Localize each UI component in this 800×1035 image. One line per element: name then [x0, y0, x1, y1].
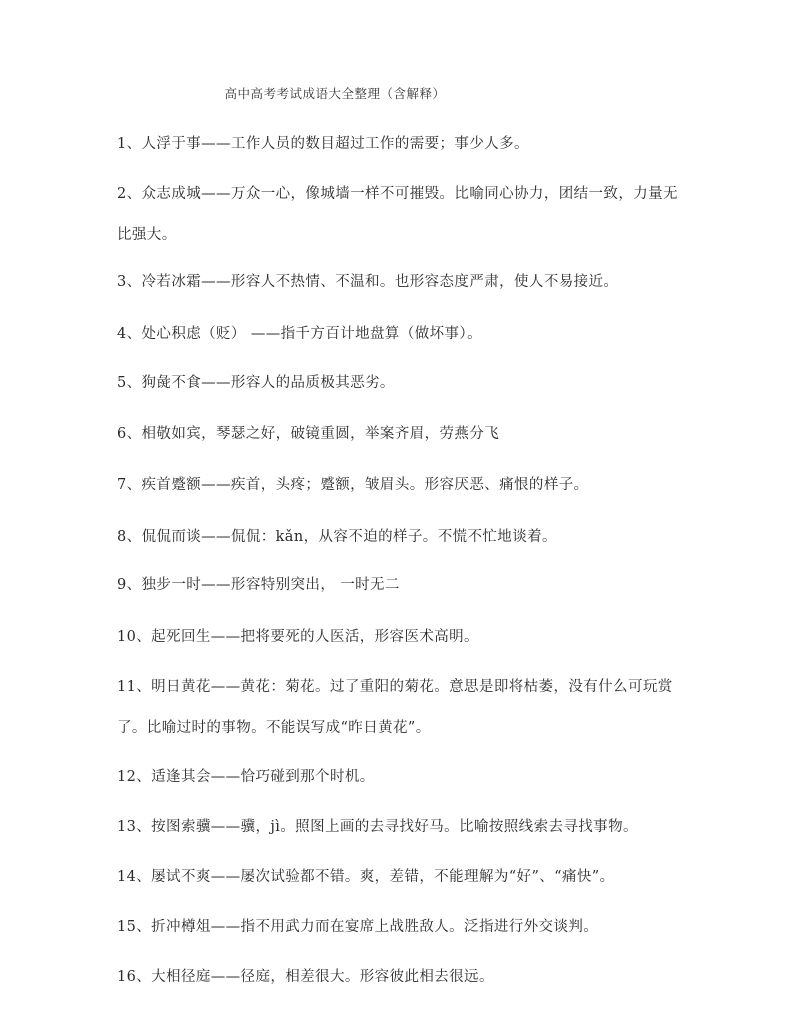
- idiom-entry: [117, 626, 479, 648]
- idiom-entry: [117, 526, 557, 548]
- idiom-entry: [117, 474, 589, 496]
- idiom-entry-line: 7、疾首蹙额——疾首，头疼；蹙额，皱眉头。形容厌恶、痛恨的样子。: [117, 477, 589, 493]
- idiom-entry-line: 13、按图索骥——骥，jì。照图上画的去寻找好马。比喻按照线索去寻找事物。: [117, 819, 638, 835]
- idiom-entry: [117, 372, 395, 394]
- idiom-entry-line: 2、众志成城——万众一心，像城墙一样不可摧毁。比喻同心协力，团结一致，力量无: [117, 186, 678, 202]
- idiom-entry: [117, 676, 673, 739]
- idiom-entry: [117, 916, 598, 938]
- idiom-entry-line: 5、狗彘不食——形容人的品质极其恶劣。: [117, 375, 395, 391]
- idiom-entry-line: 3、冷若冰霜——形容人不热情、不温和。也形容态度严肃，使人不易接近。: [117, 274, 619, 290]
- idiom-entry: [117, 816, 638, 838]
- idiom-entry-line: 6、相敬如宾，琴瑟之好，破镜重圆，举案齐眉，劳燕分飞: [117, 426, 500, 442]
- idiom-entry: [117, 866, 615, 888]
- idiom-entry-line: 12、适逢其会——恰巧碰到那个时机。: [117, 769, 375, 785]
- idiom-entry-line: 14、屡试不爽——屡次试验都不错。爽，差错，不能理解为“好”、“痛快”。: [117, 869, 615, 885]
- idiom-entry-line: 4、处心积虑（贬） ——指千方百计地盘算（做坏事）。: [117, 326, 482, 342]
- idiom-entry-line: 1、人浮于事——工作人员的数目超过工作的需要；事少人多。: [117, 136, 529, 152]
- document-title: 高中高考考试成语大全整理（含解释）: [224, 86, 446, 101]
- idiom-entry: [117, 271, 618, 293]
- idiom-entry: [117, 183, 678, 246]
- idiom-entry-line: 9、独步一时——形容特别突出， 一时无二: [117, 577, 400, 593]
- idiom-entry-line: 8、侃侃而谈——侃侃：kǎn，从容不迫的样子。不慌不忙地谈着。: [117, 529, 557, 545]
- idiom-entry-line: 11、明日黄花——黄花：菊花。过了重阳的菊花。意思是即将枯萎，没有什么可玩赏: [117, 679, 673, 695]
- idiom-entry: [117, 966, 494, 988]
- idiom-entry-line: 15、折冲樽俎——指不用武力而在宴席上战胜敌人。泛指进行外交谈判。: [117, 919, 599, 935]
- idiom-entry-line: 了。比喻过时的事物。不能误写成“昨日黄花”。: [117, 720, 431, 736]
- idiom-entry: [117, 133, 529, 155]
- idiom-entry: [117, 323, 482, 345]
- idiom-entry-line: 16、大相径庭——径庭，相差很大。形容彼此相去很远。: [117, 969, 494, 985]
- idiom-entry-line: 10、起死回生——把将要死的人医活，形容医术高明。: [117, 629, 479, 645]
- idiom-entry: [117, 766, 375, 788]
- idiom-entry: [117, 423, 499, 445]
- idiom-entry: [117, 574, 400, 596]
- idiom-entry-line: 比强大。: [117, 227, 177, 243]
